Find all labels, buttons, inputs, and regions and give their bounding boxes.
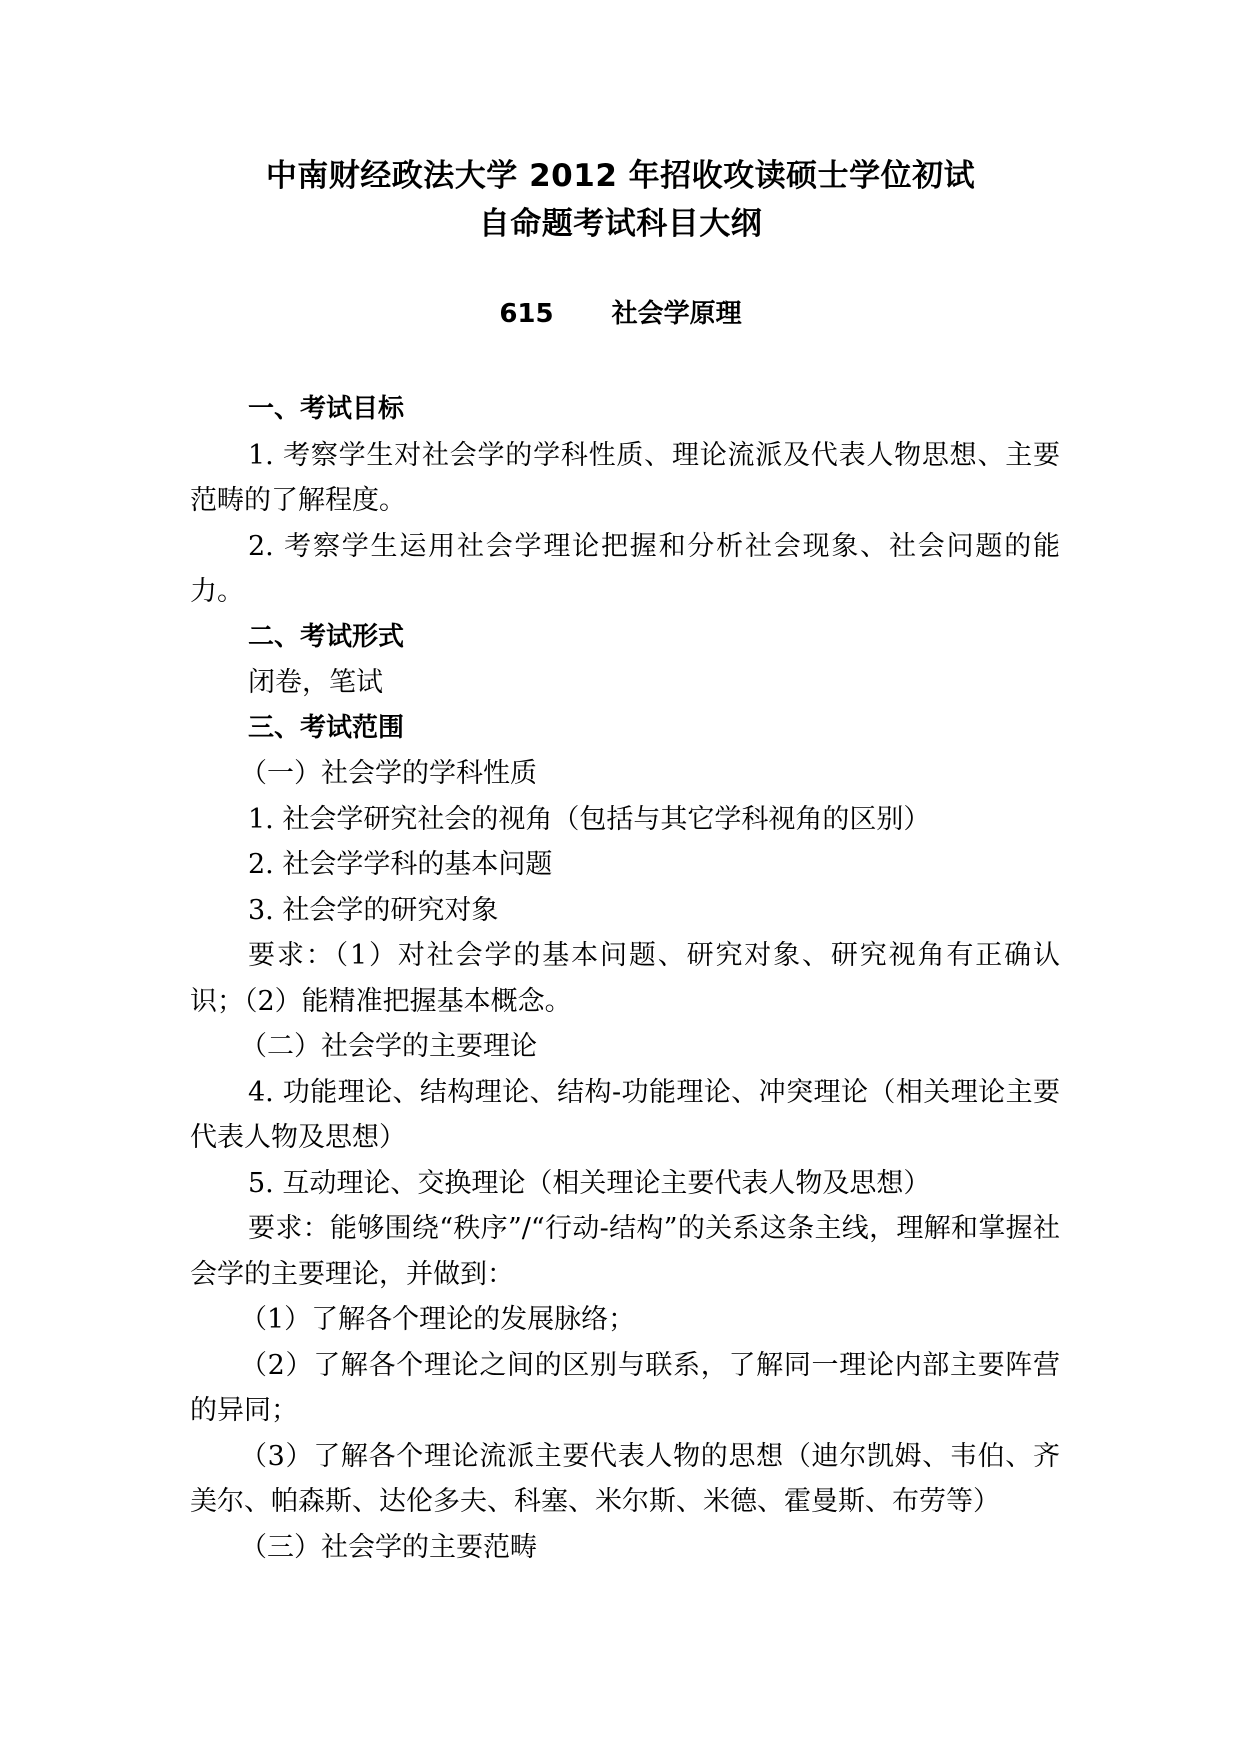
document-title-line2: 自命题考试科目大纲 (478, 206, 763, 242)
scope-part2-title: （二）社会学的主要理论 (240, 1031, 537, 1062)
scope-part1-item-1: 1. 社会学研究社会的视角（包括与其它学科视角的区别） (248, 803, 931, 835)
document-body (190, 387, 1060, 1570)
scope-part1-title: （一）社会学的学科性质 (240, 758, 537, 789)
scope-part3-title: （三）社会学的主要范畴 (240, 1531, 537, 1563)
section-heading-exam-goals: 一、考试目标 (248, 394, 405, 424)
scope-part2-subitem-2: （2）了解各个理论之间的区别与联系，了解同一理论内部主要阵营的异同； (190, 1349, 1060, 1426)
scope-part2-item-5: 5. 互动理论、交换理论（相关理论主要代表人物及思想） (248, 1167, 931, 1199)
document-title-line1: 中南财经政法大学 2012 年招收攻读硕士学位初试 (265, 158, 976, 194)
scope-part2-subitem-1: （1）了解各个理论的发展脉络； (240, 1304, 636, 1335)
scope-part2-item-4: 4. 功能理论、结构理论、结构-功能理论、冲突理论（相关理论主要代表人物及思想） (190, 1076, 1060, 1153)
scope-part2-subitem-3: （3）了解各个理论流派主要代表人物的思想（迪尔凯姆、韦伯、齐美尔、帕森斯、达伦多夫、科塞、米尔斯、米德、霍曼斯、布劳等） (190, 1440, 1060, 1517)
scope-part2-requirement: 要求：能够围绕“秩序”/“行动-结构”的关系这条主线，理解和掌握社会学的主要理论，并做到： (190, 1213, 1060, 1290)
goal-item-1: 1. 考察学生对社会学的学科性质、理论流派及代表人物思想、主要范畴的了解程度。 (190, 439, 1060, 516)
subject-heading (0, 297, 1241, 331)
exam-format-text: 闭卷，笔试 (248, 667, 383, 698)
scope-part1-requirement: 要求：（1）对社会学的基本问题、研究对象、研究视角有正确认识；（2）能精准把握基本概念。 (190, 940, 1060, 1017)
subject-name: 社会学原理 (611, 299, 742, 329)
subject-code: 615 (499, 299, 554, 329)
scope-part1-item-2: 2. 社会学学科的基本问题 (248, 849, 553, 880)
section-heading-exam-scope: 三、考试范围 (248, 712, 405, 743)
section-heading-exam-format: 二、考试形式 (248, 621, 405, 652)
goal-item-2: 2. 考察学生运用社会学理论把握和分析社会现象、社会问题的能力。 (190, 530, 1060, 607)
scope-part1-item-3: 3. 社会学的研究对象 (248, 894, 499, 926)
